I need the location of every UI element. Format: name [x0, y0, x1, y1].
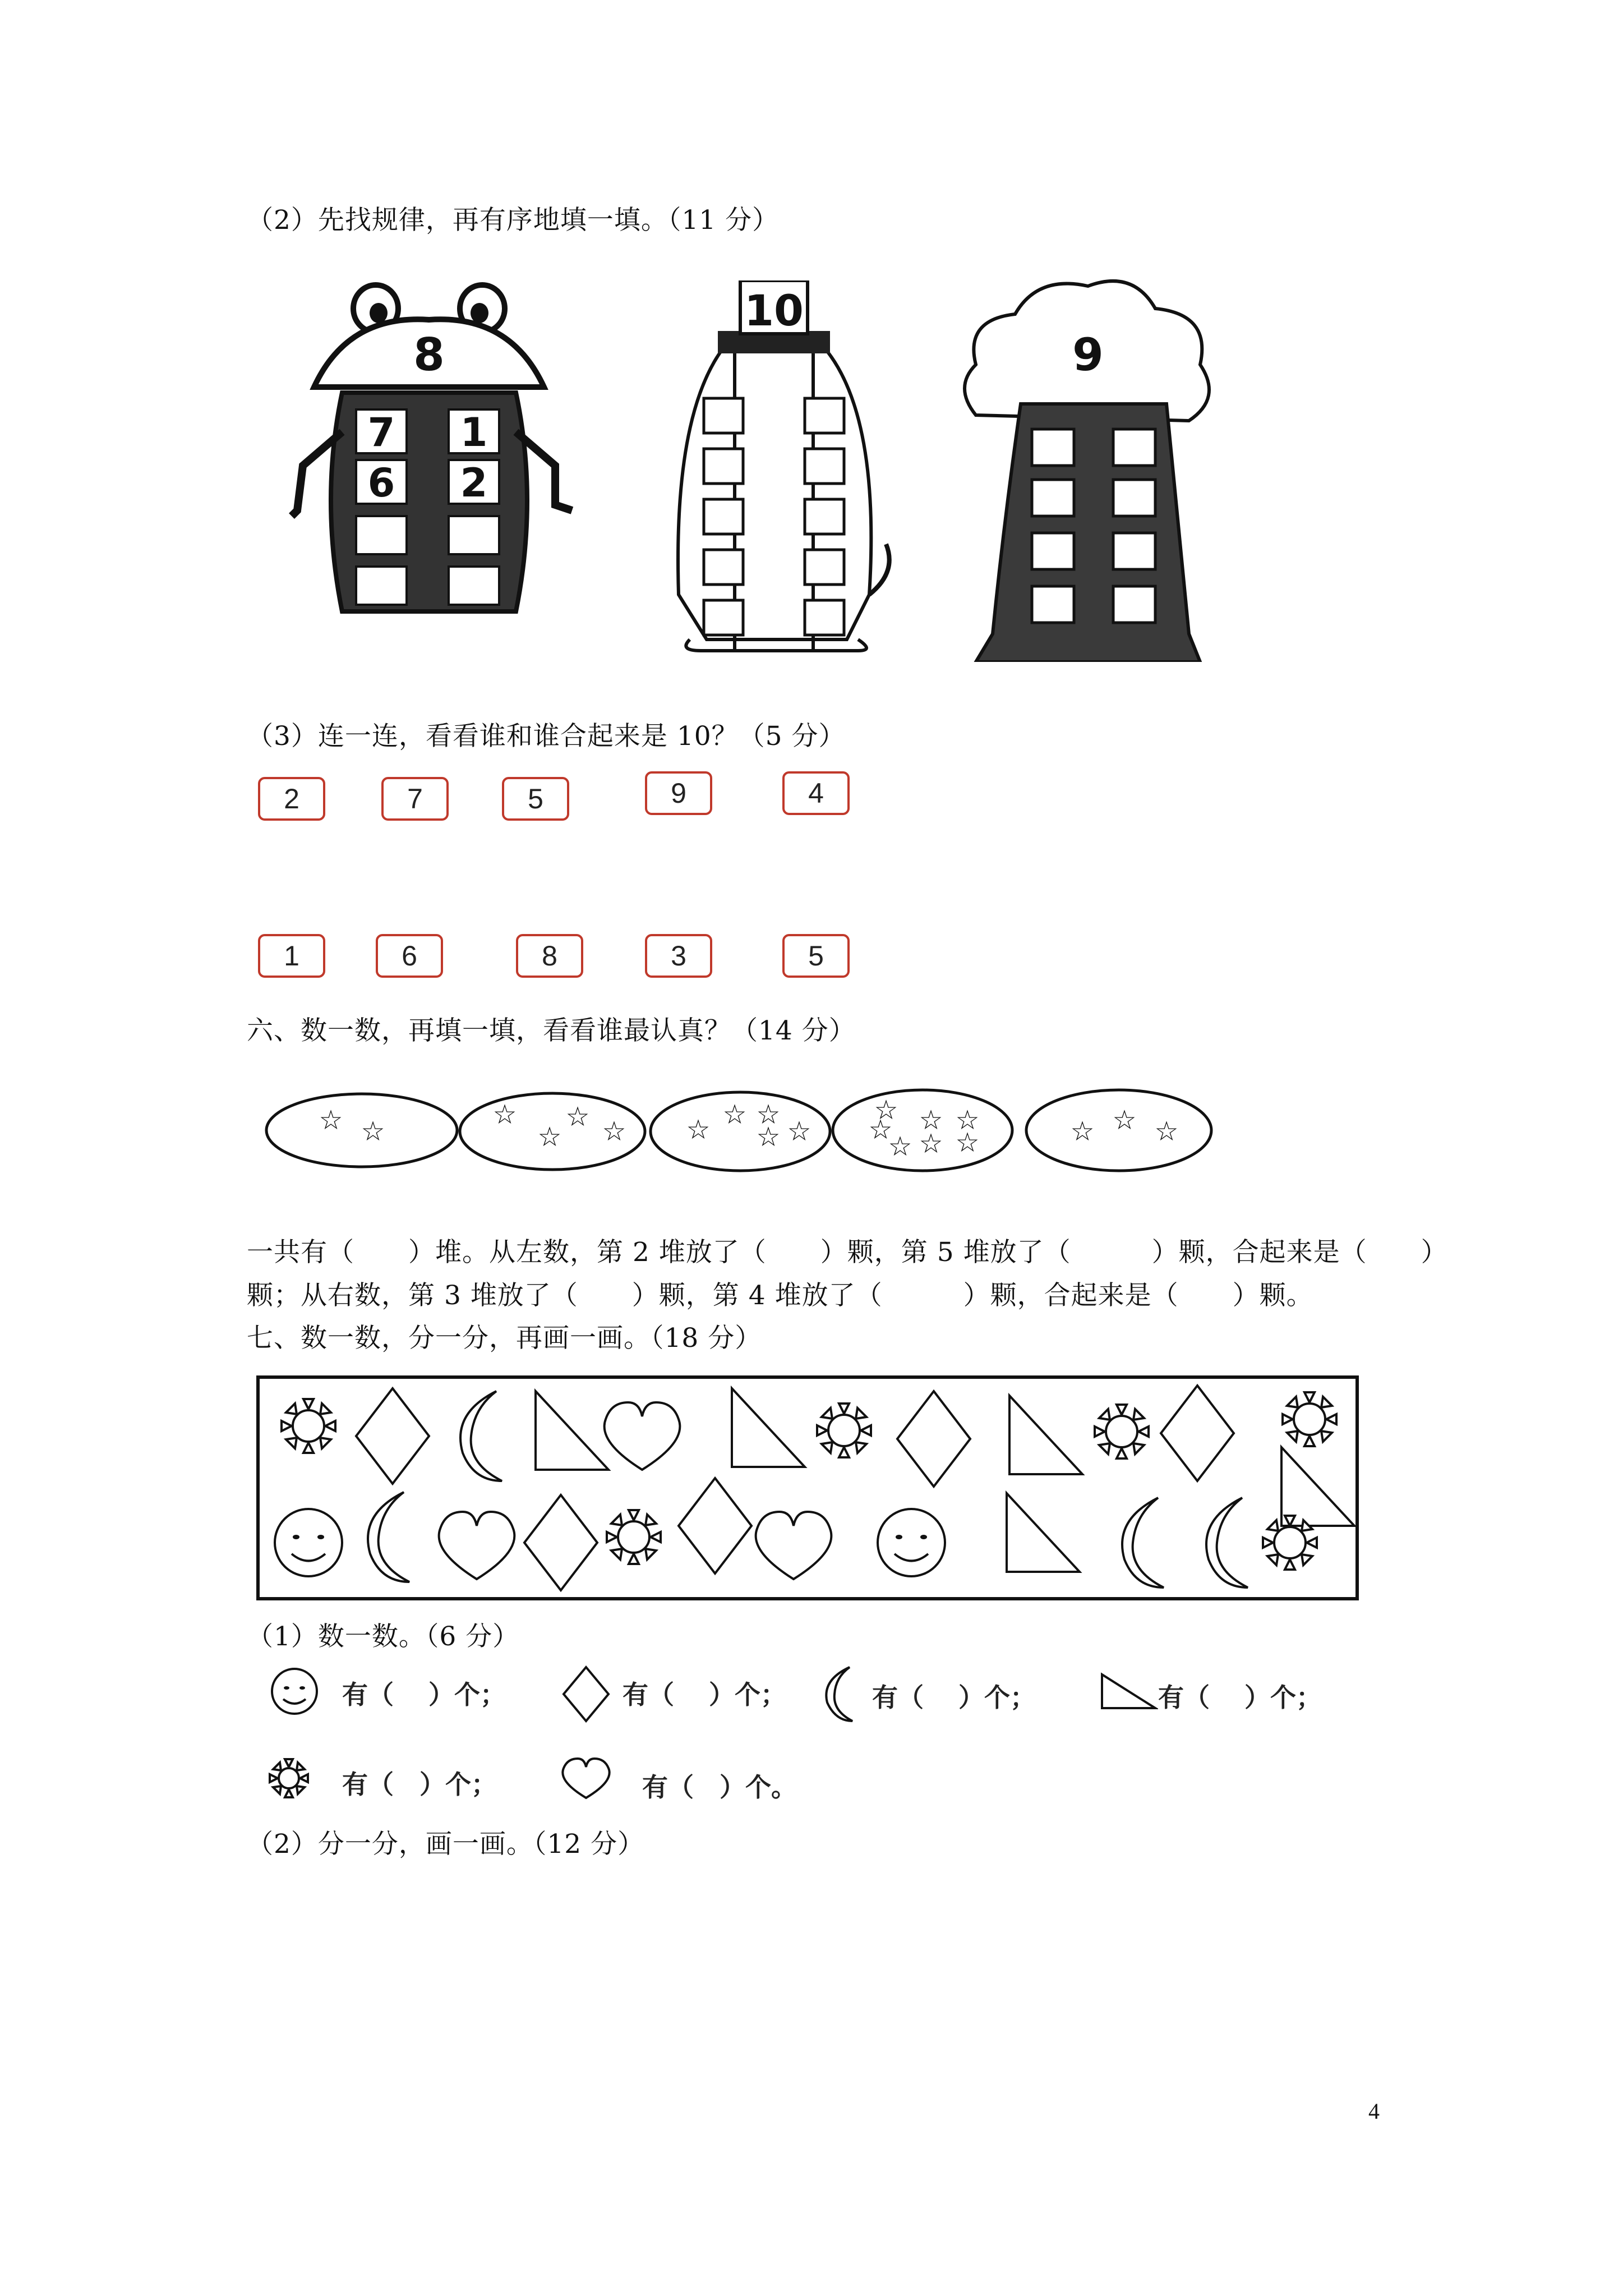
star-icon: ☆ [756, 1099, 781, 1130]
star-icon: ☆ [602, 1116, 626, 1147]
section-title: 六、数一数，再填一填，看看谁最认真？（14 分） [247, 1015, 856, 1046]
frog-window-number: 1 [460, 409, 488, 455]
frog-empty-window [356, 567, 407, 605]
star-icon: ☆ [492, 1099, 517, 1130]
diamond-icon [561, 1663, 611, 1725]
number-card-top[interactable]: 2 [258, 777, 325, 821]
frog-empty-window [449, 516, 499, 554]
smiley-icon [275, 1509, 342, 1576]
star-icon: ☆ [361, 1116, 385, 1147]
star-icon: ☆ [686, 1114, 711, 1145]
count-blank: 有（ ）个； [342, 1769, 497, 1800]
fill-blank-line: 一共有（ ）堆。从左数，第 2 堆放了（ ）颗，第 5 堆放了（ ）颗，合起来是（ ） [247, 1237, 1448, 1268]
star-icon: ☆ [868, 1114, 893, 1145]
dinosaur-building-picture [634, 280, 925, 662]
triangle-icon [1096, 1669, 1158, 1714]
star-icon: ☆ [319, 1105, 343, 1136]
shapes-panel [255, 1374, 1363, 1604]
star-icon: ☆ [955, 1127, 980, 1158]
star-icon: ☆ [756, 1121, 781, 1153]
count-blank: 有（ ）个； [342, 1680, 506, 1710]
star-icon: ☆ [1154, 1116, 1179, 1147]
number-card-top[interactable]: 5 [502, 777, 569, 821]
tree-building-picture [953, 275, 1223, 662]
sun-icon [258, 1747, 320, 1809]
question-title: （1）数一数。（6 分） [247, 1621, 520, 1652]
page-number: 4 [1368, 2099, 1380, 2124]
heart-icon [558, 1753, 614, 1803]
count-blank: 有（ ）个； [623, 1680, 787, 1710]
star-piles-picture [264, 1085, 1262, 1181]
fill-blank-line: 颗；从右数，第 3 堆放了（ ）颗，第 4 堆放了（ ）颗，合起来是（ ）颗。 [247, 1280, 1313, 1311]
count-blank: 有（ ）个。 [642, 1772, 797, 1802]
star-icon: ☆ [955, 1105, 980, 1136]
question-title: （2）先找规律，再有序地填一填。（11 分） [247, 205, 780, 236]
tree-top-number: 9 [1072, 329, 1104, 381]
question-title: （3）连一连，看看谁和谁合起来是 10？（5 分） [247, 721, 846, 752]
section-title: 七、数一数，分一分，再画一画。（18 分） [247, 1323, 762, 1354]
number-card-top[interactable]: 9 [645, 771, 712, 815]
frog-building-picture [280, 275, 594, 634]
smiley-icon [878, 1509, 945, 1576]
frog-window-number: 2 [460, 460, 488, 506]
star-icon: ☆ [874, 1094, 898, 1126]
count-blank: 有（ ）个； [872, 1682, 1036, 1713]
smiley-icon [264, 1666, 325, 1717]
star-icon: ☆ [888, 1131, 912, 1162]
frog-window-number: 7 [367, 409, 395, 455]
number-card-top[interactable]: 7 [381, 777, 449, 821]
frog-empty-window [449, 567, 499, 605]
star-icon: ☆ [1070, 1116, 1095, 1147]
star-icon: ☆ [1112, 1105, 1137, 1136]
number-card-top[interactable]: 4 [782, 771, 850, 815]
frog-window-number: 6 [367, 460, 395, 506]
number-card-bottom[interactable]: 5 [782, 934, 850, 978]
frog-empty-window [356, 516, 407, 554]
star-icon: ☆ [537, 1121, 562, 1153]
count-blank: 有（ ）个； [1158, 1682, 1322, 1713]
question-title: （2）分一分，画一画。（12 分） [247, 1829, 645, 1860]
dinosaur-top-number: 10 [744, 286, 804, 335]
star-icon: ☆ [722, 1099, 747, 1130]
star-icon: ☆ [919, 1128, 943, 1159]
frog-top-number: 8 [413, 329, 445, 381]
star-icon: ☆ [919, 1105, 943, 1136]
number-card-bottom[interactable]: 8 [516, 934, 583, 978]
number-card-bottom[interactable]: 1 [258, 934, 325, 978]
star-icon: ☆ [787, 1116, 811, 1147]
number-card-bottom[interactable]: 6 [376, 934, 443, 978]
moon-icon [822, 1663, 861, 1725]
star-icon: ☆ [565, 1101, 590, 1133]
number-card-bottom[interactable]: 3 [645, 934, 712, 978]
